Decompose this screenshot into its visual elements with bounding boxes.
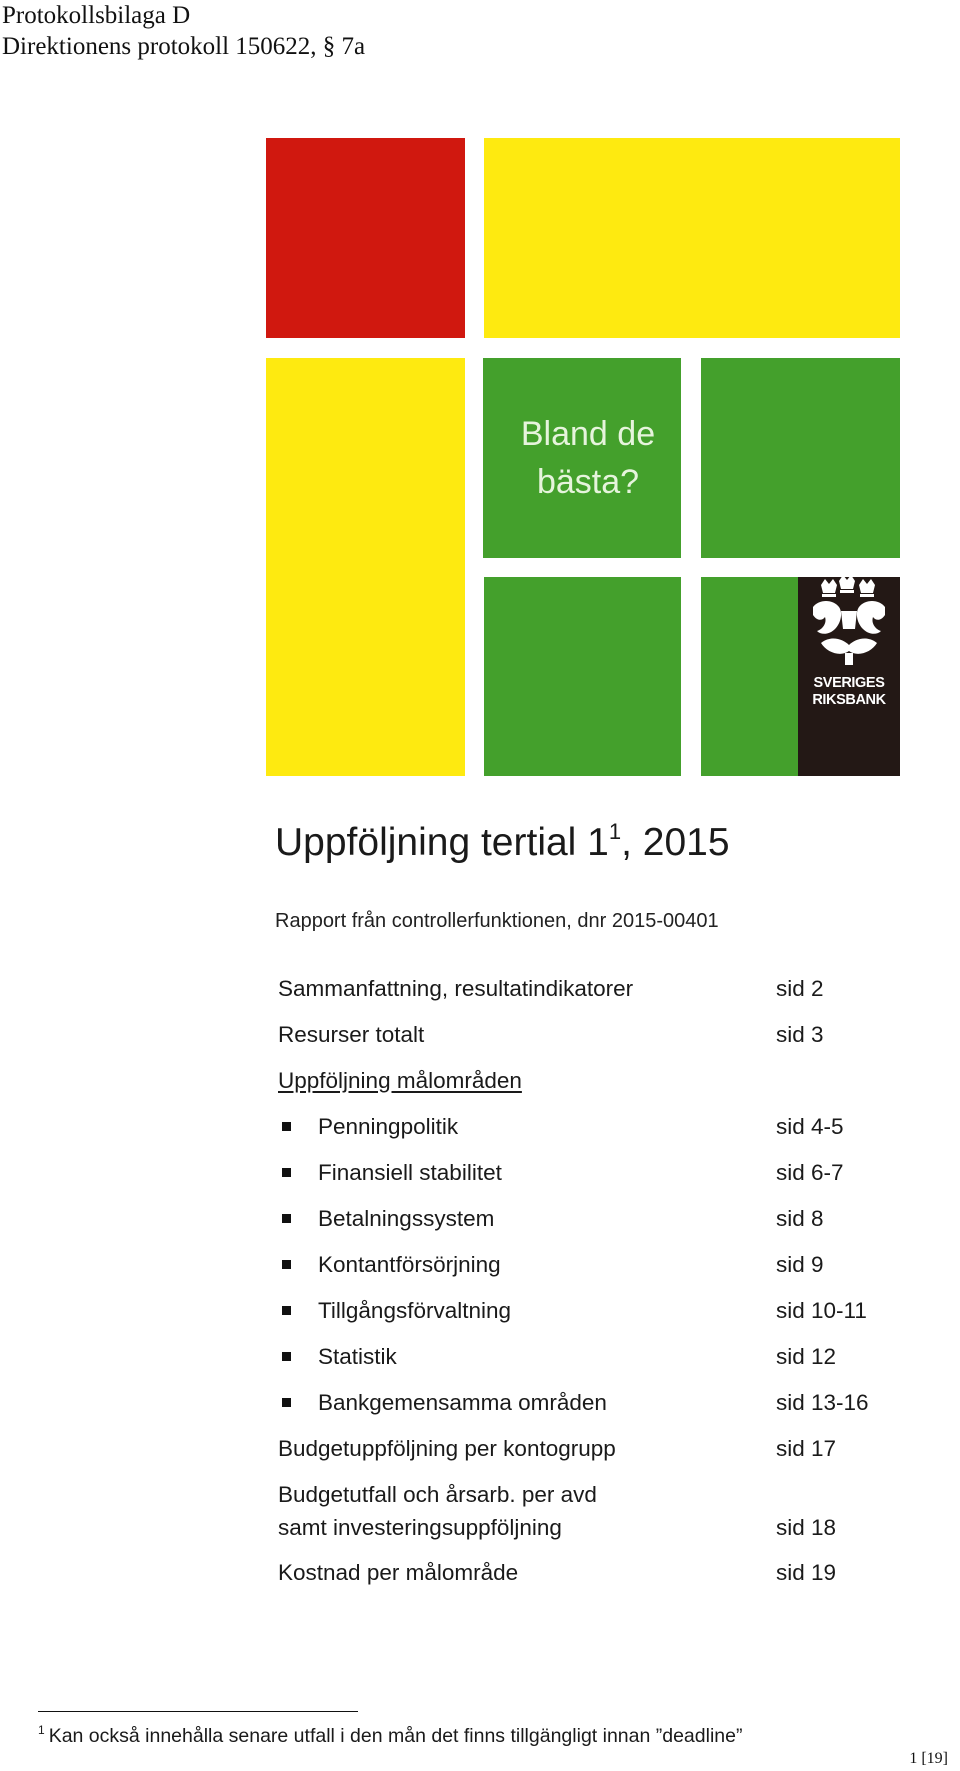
document-header	[2, 0, 365, 62]
riksbank-logo	[799, 577, 899, 767]
square-bullet-icon	[282, 1306, 291, 1315]
toc-row: Bankgemensamma områden sid 13-16	[278, 1380, 918, 1426]
tagline-line2: bästa?	[536, 463, 640, 501]
footnote: $^1$ Kan också innehålla senare utfall i den mån det finns tillgängligt innan ”deadline”	[38, 1723, 743, 1747]
riksbank-wordmark: SVERIGES RIKSBANK	[812, 675, 886, 708]
protocol-reference: Direktionens protokoll 150622, § 7a	[2, 33, 366, 60]
protocol-appendix-label: Protokollsbilaga D	[2, 2, 191, 29]
toc-row: Sammanfattning, resultatindikatorer sid 2	[278, 976, 824, 1001]
green-block-top-right	[701, 358, 900, 558]
footnote-divider	[38, 1711, 358, 1712]
toc-row: Budgetutfall och årsarb. per avd samt investeringsuppföljning sid 18	[278, 1482, 837, 1540]
square-bullet-icon	[282, 1352, 291, 1361]
toc-row: Resurser totalt sid 3	[278, 1022, 824, 1047]
footnote-marker: 1	[38, 1723, 45, 1737]
square-bullet-icon	[282, 1260, 291, 1269]
red-block	[266, 138, 465, 338]
square-bullet-icon	[282, 1168, 291, 1177]
toc-row: Betalningssystem sid 8	[278, 1196, 918, 1242]
green-block-bottom-middle	[484, 577, 681, 776]
page-number: 1 [19]	[909, 1750, 948, 1767]
tagline-line1: Bland de	[520, 415, 656, 453]
square-bullet-icon	[282, 1398, 291, 1407]
square-bullet-icon	[282, 1214, 291, 1223]
riksbank-emblem-icon	[807, 577, 891, 673]
square-bullet-icon	[282, 1122, 291, 1131]
toc-row: Penningpolitik sid 4-5	[278, 1104, 918, 1150]
table-of-contents	[278, 966, 918, 1596]
toc-row: Tillgångsförvaltning sid 10-11	[278, 1288, 918, 1334]
toc-row: Budgetuppföljning per kontogrupp sid 17	[278, 1436, 837, 1461]
report-title: Uppföljning tertial $1^1$, 2015	[275, 819, 730, 864]
green-block-bottom-right	[701, 577, 798, 776]
yellow-block-top	[484, 138, 900, 338]
toc-row: Finansiell stabilitet sid 6-7	[278, 1150, 918, 1196]
yellow-block-left	[266, 358, 465, 776]
footnote-reference: 1	[608, 819, 622, 844]
toc-section-heading: Uppföljning målområden	[278, 1068, 522, 1093]
toc-row: Kontantförsörjning sid 9	[278, 1242, 918, 1288]
report-subtitle: Rapport från controllerfunktionen, dnr 2015-00401	[275, 910, 719, 932]
toc-row: Kostnad per målområde sid 19	[278, 1560, 837, 1585]
toc-row: Statistik sid 12	[278, 1334, 918, 1380]
cover-tagline	[483, 410, 693, 506]
